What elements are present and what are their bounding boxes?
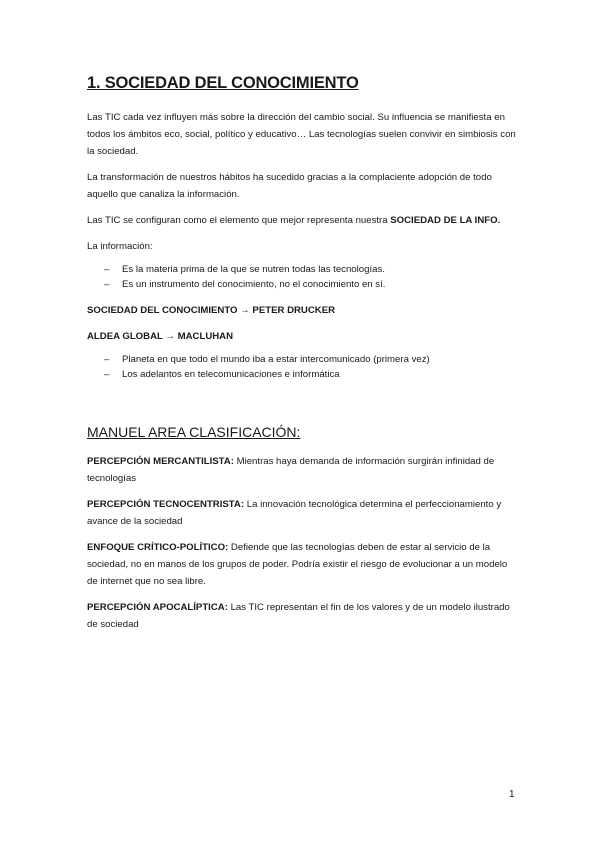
section-title: MANUEL AREA CLASIFICACIÓN:: [87, 424, 301, 440]
aldea-global-list: [87, 352, 517, 382]
list-item: [104, 352, 517, 367]
list-item: [104, 277, 517, 292]
paragraph-information: La información:: [87, 241, 153, 252]
list-item-text: Es un instrumento del conocimiento, no el conocimiento en sí.: [122, 279, 386, 290]
classification-text: Las TIC representan el fin de los valores y de un modelo ilustrado de sociedad: [87, 602, 510, 630]
bold-term: SOCIEDAD DE LA INFO.: [390, 215, 501, 226]
list-item: [104, 262, 517, 277]
list-item-text: Los adelantos en telecomunicaciones e informática: [122, 369, 340, 380]
classification-item: [87, 496, 517, 530]
classification-item: [87, 539, 517, 590]
paragraph-tic-influence: Las TIC cada vez influyen más sobre la dirección del cambio social. Su influencia se manifiesta en todos los ámbitos eco, social, político y educativo… Las tecnologías suelen convivir en simbiosis con la sociedad.: [87, 112, 516, 157]
classification-text: Mientras haya demanda de información surgirán infinidad de tecnologías: [87, 456, 495, 484]
list-item-text: Planeta en que todo el mundo iba a estar intercomunicado (primera vez): [122, 354, 430, 365]
dash-bullet: –: [104, 279, 110, 290]
classification-term: PERCEPCIÓN TECNOCENTRISTA:: [87, 499, 245, 510]
paragraph-text: Las TIC se configuran como el elemento que mejor representa nuestra: [87, 215, 391, 226]
list-item: [104, 367, 517, 382]
classification-text: La innovación tecnológica determina el perfeccionamiento y avance de la sociedad: [87, 499, 502, 527]
classification-text: Defiende que las tecnologías deben de estar al servicio de la sociedad, no en manos de los grupos de poder. Podría existir el riesgo de evolucionar a un modelo de internet que no sea libre.: [87, 542, 508, 587]
classification-term: ENFOQUE CRÍTICO-POLÍTICO:: [87, 542, 229, 553]
classification-item: [87, 453, 517, 487]
dash-bullet: –: [104, 369, 110, 380]
classification-term: PERCEPCIÓN APOCALÍPTICA:: [87, 602, 228, 613]
classification-term: PERCEPCIÓN MERCANTILISTA:: [87, 456, 234, 467]
classification-item: [87, 599, 517, 633]
page-title: 1. SOCIEDAD DEL CONOCIMIENTO: [87, 74, 359, 92]
page-number: 1: [509, 789, 515, 800]
aldea-global-line: ALDEA GLOBAL → MACLUHAN: [87, 331, 234, 342]
paragraph-tic-config: [87, 212, 517, 229]
sociedad-conocimiento-line: SOCIEDAD DEL CONOCIMIENTO → PETER DRUCKER: [87, 305, 336, 316]
list-item-text: Es la materia prima de la que se nutren todas las tecnologías.: [122, 264, 385, 275]
dash-bullet: –: [104, 264, 110, 275]
paragraph-habits: La transformación de nuestros hábitos ha sucedido gracias a la complaciente adopción de todo aquello que canaliza la información.: [87, 172, 492, 200]
dash-bullet: –: [104, 354, 110, 365]
information-list: [87, 262, 517, 292]
page-content: [87, 74, 517, 642]
section-spacer: [87, 392, 517, 424]
